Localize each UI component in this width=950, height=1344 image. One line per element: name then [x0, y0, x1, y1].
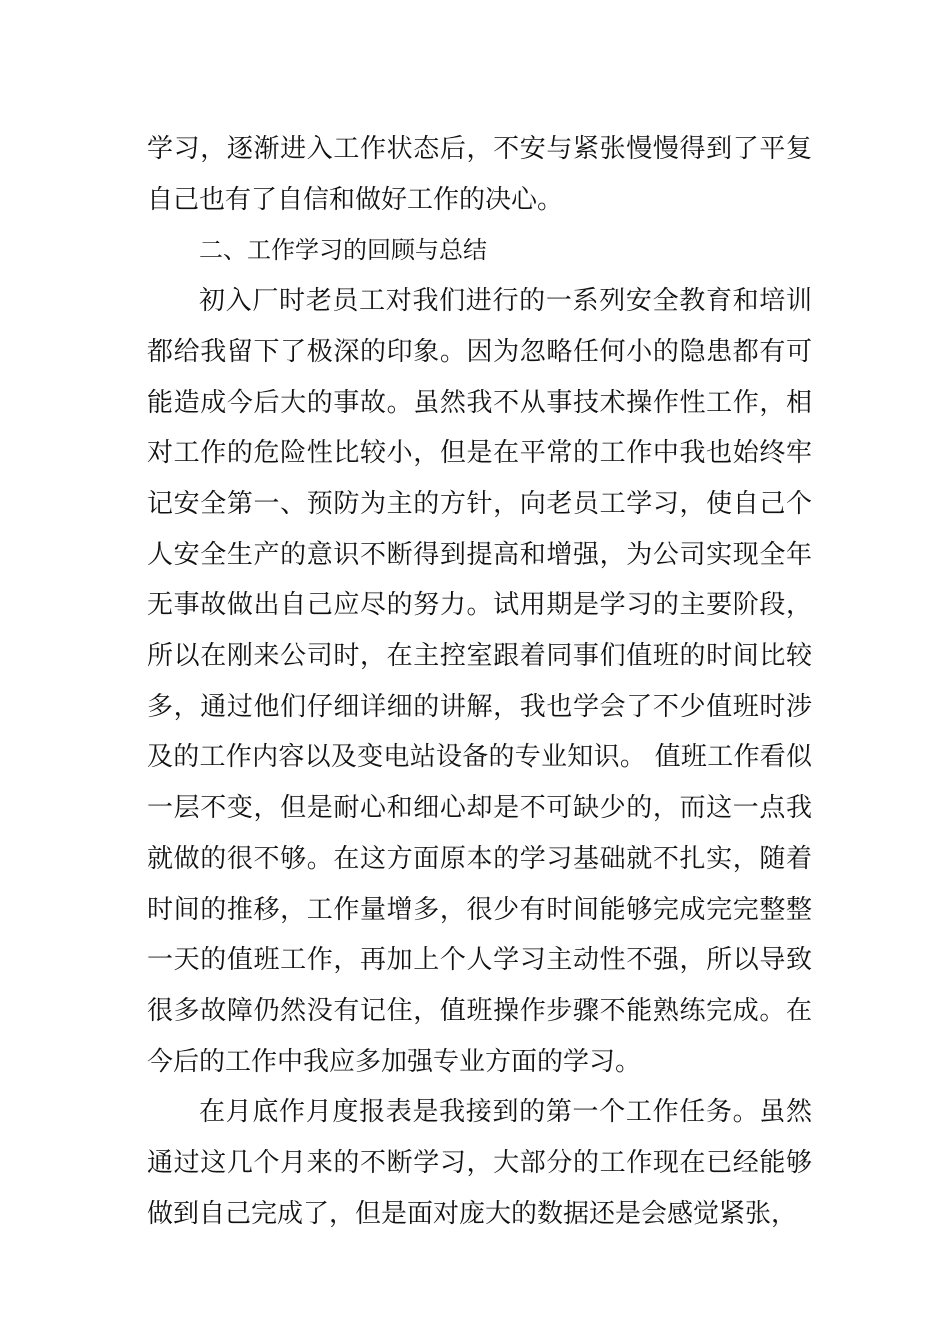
paragraph-monthly-report: 在月底作月度报表是我接到的第一个工作任务。虽然通过这几个月来的不断学习，大部分的工作现在已经能够做到自己完成了，但是面对庞大的数据还是会感觉紧张，	[147, 1097, 812, 1229]
paragraph-safety-training: 初入厂时老员工对我们进行的一系列安全教育和培训都给我留下了极深的印象。因为忽略任何小的隐患都有可能造成今后大的事故。虽然我不从事技术操作性工作，相对工作的危险性比较小，但是在平常的工作中我也始终牢记安全第一、预防为主的方针，向老员工学习，使自己个人安全生产的意识不断得到提高和增强，为公司实现全年无事故做出自己应尽的努力。试用期是学习的主要阶段，所以在刚来公司时，在主控室跟着同事们值班的时间比较多，通过他们仔细详细的讲解，我也学会了不少值班时涉及的工作内容以及变电站设备的专业知识。 值班工作看似一层不变，但是耐心和细心却是不可缺少的，而这一点我就做的很不够。在这方面原本的学习基础就不扎实，随着时间的推移，工作量增多，很少有时间能够完成完完整整一天的值班工作，再加上个人学习主动性不强，所以导致很多故障仍然没有记住，值班操作步骤不能熟练完成。在今后的工作中我应多加强专业方面的学习。	[147, 286, 812, 1077]
document-body	[147, 124, 812, 1239]
paragraph-continuation: 学习，逐渐进入工作状态后，不安与紧张慢慢得到了平复自己也有了自信和做好工作的决心。	[147, 134, 812, 215]
section-heading: 二、工作学习的回顾与总结	[199, 236, 487, 265]
